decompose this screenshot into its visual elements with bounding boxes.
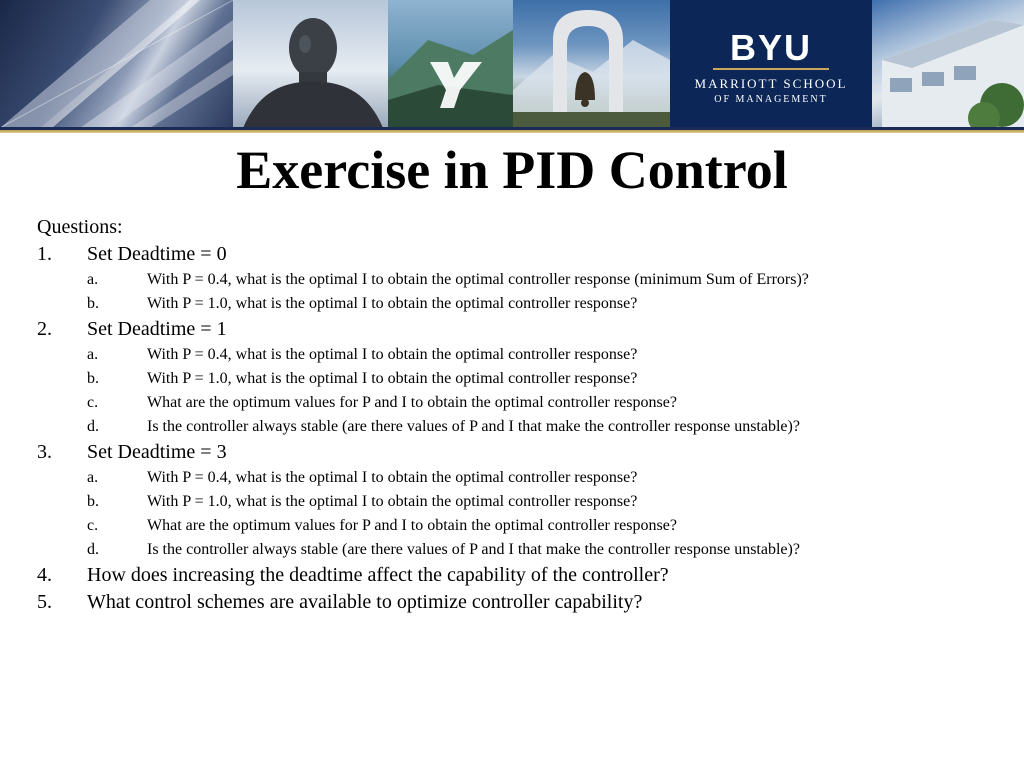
question-number: 5. <box>37 591 52 613</box>
question-1 <box>37 241 1007 268</box>
question-3 <box>37 439 1007 466</box>
question-text: What control schemes are available to optimize controller capability? <box>87 591 643 613</box>
subquestion-text: With P = 1.0, what is the optimal I to obtain the optimal controller response? <box>147 295 638 312</box>
subquestion-text: Is the controller always stable (are there values of P and I that make the controller response unstable)? <box>147 418 800 435</box>
byu-marriott-logo <box>670 0 872 128</box>
subquestion-text: With P = 0.4, what is the optimal I to obtain the optimal controller response (minimum Sum of Errors)? <box>147 271 809 288</box>
subquestion-letter: b. <box>87 493 99 510</box>
questions-heading: Questions: <box>37 216 123 238</box>
subquestion-letter: d. <box>87 418 99 435</box>
subquestion-text: With P = 1.0, what is the optimal I to obtain the optimal controller response? <box>147 370 638 387</box>
subquestion-text: What are the optimum values for P and I to obtain the optimal controller response? <box>147 517 677 534</box>
question-3d <box>37 538 1007 562</box>
question-2d <box>37 415 1007 439</box>
header-banner <box>0 0 1024 128</box>
logo-rule <box>713 68 829 70</box>
question-text: Set Deadtime = 3 <box>87 441 227 463</box>
logo-school-text: MARRIOTT SCHOOL <box>694 76 848 91</box>
question-number: 1. <box>37 243 52 265</box>
subquestion-text: With P = 1.0, what is the optimal I to obtain the optimal controller response? <box>147 493 638 510</box>
subquestion-letter: b. <box>87 295 99 312</box>
subquestion-letter: d. <box>87 541 99 558</box>
question-4 <box>37 562 1007 589</box>
building-photo-right <box>872 0 1024 128</box>
subquestion-text: Is the controller always stable (are there values of P and I that make the controller response unstable)? <box>147 541 800 558</box>
question-1b <box>37 292 1007 316</box>
question-2c <box>37 391 1007 415</box>
banner-divider-stripe <box>0 127 1024 133</box>
question-text: Set Deadtime = 1 <box>87 318 227 340</box>
subquestion-letter: a. <box>87 346 99 363</box>
question-3c <box>37 514 1007 538</box>
subquestion-letter: b. <box>87 370 99 387</box>
question-2b <box>37 367 1007 391</box>
subquestion-text: What are the optimum values for P and I to obtain the optimal controller response? <box>147 394 677 411</box>
question-number: 2. <box>37 318 52 340</box>
bell-tower-photo <box>513 0 670 128</box>
statue-photo <box>233 0 388 128</box>
building-photo-left <box>0 0 233 128</box>
subquestion-text: With P = 0.4, what is the optimal I to obtain the optimal controller response? <box>147 469 638 486</box>
question-text: How does increasing the deadtime affect the capability of the controller? <box>87 564 669 586</box>
logo-byu-text: BYU <box>729 27 812 68</box>
question-text: Set Deadtime = 0 <box>87 243 227 265</box>
subquestion-letter: a. <box>87 469 99 486</box>
logo-management-text: OF MANAGEMENT <box>714 94 828 105</box>
question-3a <box>37 466 1007 490</box>
question-2 <box>37 316 1007 343</box>
subquestion-text: With P = 0.4, what is the optimal I to obtain the optimal controller response? <box>147 346 638 363</box>
question-1a <box>37 268 1007 292</box>
question-number: 3. <box>37 441 52 463</box>
y-mountain-photo <box>388 0 513 128</box>
question-number: 4. <box>37 564 52 586</box>
question-5 <box>37 589 1007 616</box>
subquestion-letter: c. <box>87 517 99 534</box>
question-3b <box>37 490 1007 514</box>
questions-list <box>37 214 1007 616</box>
subquestion-letter: a. <box>87 271 99 288</box>
subquestion-letter: c. <box>87 394 99 411</box>
slide-title: Exercise in PID Control <box>236 140 788 200</box>
question-2a <box>37 343 1007 367</box>
